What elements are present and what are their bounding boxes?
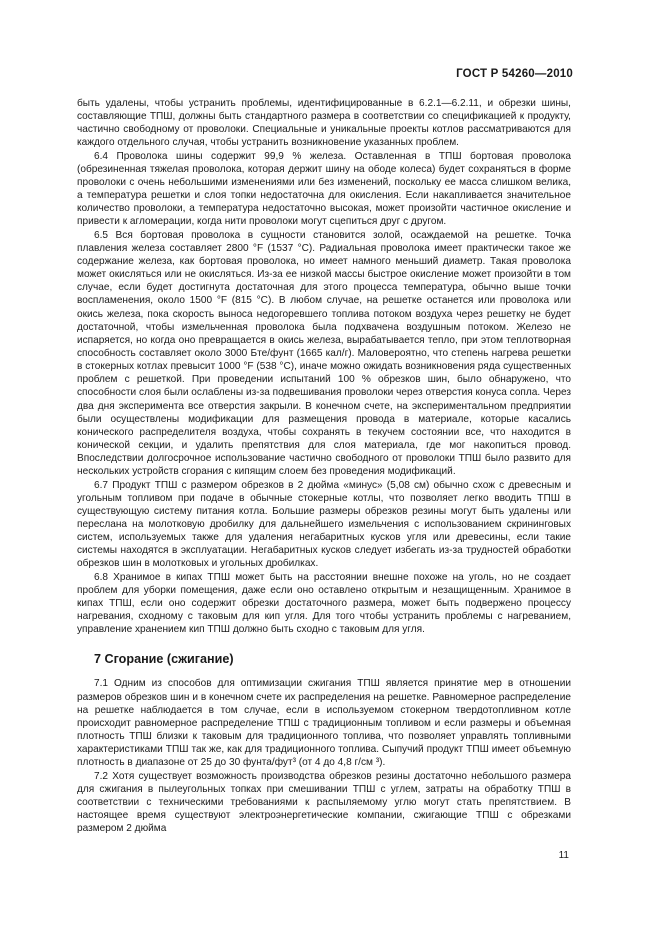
section-heading-7: 7 Сгорание (сжигание): [94, 652, 234, 667]
paragraph-6-5: 6.5 Вся бортовая проволока в сущности становится золой, осаждаемой на решетке. Точка плавления железа составляет 2800 °F (1537 °C). Радиальная проволока имеет практически такое же содержание железа, как бортовая проволока, но имеет намного меньший диаметр. Такая проволока может окисляться или не окисляться. Из-за ее низкой массы быстрое окисление может произойти в том случае, если будет достигнута достаточная для этого процесса температура, обычно выше точки воспламенения, около 1500 °F (815 °C). В любом случае, на решетке останется или проволока или окись железа, пока скорость выноса недогоревшего топлива потоком воздуха через решетку не будет достаточной, чтобы измельченная проволока была подхвачена воздушным потоком. Железо не испаряется, но когда оно превращается в окись железа, вырабатывается тепло, при этом теплотворная способность составляет около 3000 Бте/фунт (1665 кал/г). Маловероятно, что степень нагрева решетки в стокерных котлах превысит 1000 °F (538 °C), иначе можно ожидать возникновения ряда существенных проблем с решеткой. При проведении испытаний 100 % обрезков шин, было обнаружено, что способности слоя были ослаблены из-за подвешивания проволоки через отверстия конуса сопла. Через два дня эксперимента все отверстия закрыли. В конечном счете, на экспериментальном предприятии были осуществлены модификации для размещения провода в материале, которые касались конического распределителя воздуха, чтобы сохранять в текучем состоянии все, что находится в конической секции, и удалить препятствия для слоя материала, где мог накопиться провод. Впоследствии долгосрочное использование частично свободного от проволоки ТПШ было развито для нескольких устройств сгорания с кипящим слоем без проведения модификаций.: [77, 229, 571, 478]
page-number: 11: [558, 850, 569, 861]
paragraph-6-7: 6.7 Продукт ТПШ с размером обрезков в 2 дюйма «минус» (5,08 см) обычно схож с древесным и угольным топливом при подаче в обычные стокерные котлы, что позволяет легко вводить ТПШ в существующую систему питания котла. Большие размеры обрезков резины могут быть удалены или переслана на молотковую дробилку для дальнейшего измельчения с использованием скрининговых систем, используемых также для удаления негабаритных кусков угля или древесины, если такие системы находятся в эксплуатации. Негабаритных кусков следует избегать из-за трудностей обработки обрезков шин в молотковых и угольных дробилках.: [77, 479, 571, 570]
paragraph-continuation: быть удалены, чтобы устранить проблемы, идентифицированные в 6.2.1—6.2.11, и обрезки шины, составляющие ТПШ, должны быть стандартного размера в соответствии со спецификацией к продукту, частично свободному от проволоки. Специальные и уникальные проекты котлов рассматриваются для каждого отдельного случая, чтобы устранить возникновение указанных проблем.: [77, 98, 571, 149]
paragraph-7-1: 7.1 Одним из способов для оптимизации сжигания ТПШ является принятие мер в отношении размеров обрезков шин и в конечном счете их распределения на решетке. Равномерное распределение на решетке наблюдается в том случае, если в используемом стокерном твердотопливном котле происходит равномерное распределение ТПШ с традиционным топливом и если размеры и объемная плотность ТПШ близки к таковым для традиционного топлива, что позволяет управлять топливными характеристиками ТПШ так же, как для традиционного топлива. Сыпучий продукт ТПШ имеет объемную плотность в диапазоне от 25 до 30 фунта/фут³ (от 4 до 4,8 г/см ³).: [77, 678, 571, 769]
page-content: [77, 97, 571, 835]
paragraph-6-4: 6.4 Проволока шины содержит 99,9 % железа. Оставленная в ТПШ бортовая проволока (обрезиненная тяжелая проволока, которая держит шину на ободе колеса) будет сохраняться в форме проволоки с очень небольшими изменениями или без изменений, поскольку ее масса слишком велика, а температура решетки и слоя топки недостаточна для окисления. Если накапливается значительное количество проволоки, а температура недостаточно высокая, может произойти частичное окисление и привести к агломерации, когда нити проволоки могут сцепиться друг с другом.: [77, 150, 571, 228]
document-code-header: ГОСТ Р 54260—2010: [456, 68, 573, 80]
paragraph-6-8: 6.8 Хранимое в кипах ТПШ может быть на расстоянии внешне похоже на уголь, но не создает проблем для уборки помещения, даже если оно оставлено открытым и незащищенным. Хранимое в кипах ТПШ, если оно содержит обрезки достаточного размера, может быть подвержено процессу нагревания, сходному с таковым для кип угля. Для того чтобы устранить проблемы с нагреванием, управление хранением кип ТПШ должно быть сходно с таковым для угля.: [77, 571, 571, 636]
paragraph-7-2: 7.2 Хотя существует возможность производства обрезков резины достаточно небольшого размера для сжигания в пылеугольных топках при смешивании ТПШ с углем, затраты на обработку ТПШ в соответствии с техническими требованиями к распыляемому углю могут стать препятствием. В настоящее время существуют электроэнергетические компании, сжигающие ТПШ с обрезками размером 2 дюйма: [77, 770, 571, 835]
